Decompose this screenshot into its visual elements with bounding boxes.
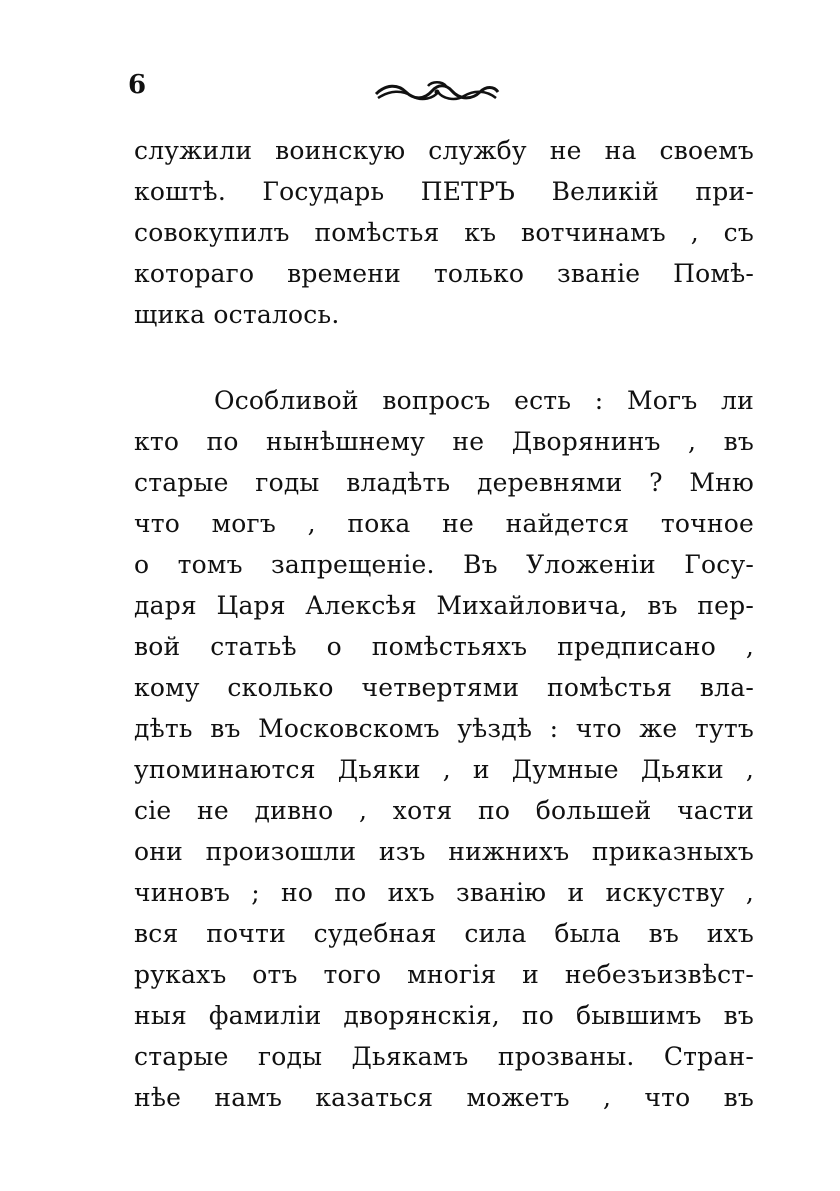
ornament-icon: [372, 78, 502, 104]
text-line: чиновъ ; но по ихъ званію и искуству ,: [134, 878, 754, 907]
text-line: вся почти судебная сила была въ ихъ: [134, 919, 754, 948]
paragraph-2: [134, 380, 754, 1118]
text-line: вой статьѣ о помѣстьяхъ предписано ,: [134, 632, 754, 661]
text-line: о томъ запрещеніе. Въ Уложеніи Госу-: [134, 550, 754, 579]
text-line: служили воинскую службу не на своемъ: [134, 136, 754, 165]
text-line: они произошли изъ нижнихъ приказныхъ: [134, 837, 754, 866]
text-line: кому сколько четвертями помѣстья вла-: [134, 673, 754, 702]
text-line: совокупилъ помѣстья къ вотчинамъ , съ: [134, 218, 754, 247]
text-line: рукахъ отъ того многія и небезъизвѣст-: [134, 960, 754, 989]
text-line: щика осталось.: [134, 300, 340, 329]
text-line: сіе не дивно , хотя по большей части: [134, 796, 754, 825]
text-line: нѣе намъ казаться можетъ , что въ: [134, 1083, 754, 1112]
text-line: коштѣ. Государь ПЕТРЪ Великій при-: [134, 177, 754, 206]
text-line: Особливой вопросъ есть : Могъ ли: [214, 386, 754, 415]
text-line: дѣть въ Московскомъ уѣздѣ : что же тутъ: [134, 714, 754, 743]
paragraph-1: [134, 130, 754, 335]
text-line: кто по нынѣшнему не Дворянинъ , въ: [134, 427, 754, 456]
text-line: котораго времени только званіе Помѣ-: [134, 259, 754, 288]
text-line: старые годы владѣть деревнями ? Мню: [134, 468, 754, 497]
text-line: упоминаются Дьяки , и Думные Дьяки ,: [134, 755, 754, 784]
page-number: 6: [128, 70, 147, 100]
text-line: ныя фамиліи дворянскія, по бывшимъ въ: [134, 1001, 754, 1030]
text-line: что могъ , пока не найдется точное: [134, 509, 754, 538]
text-line: даря Царя Алексѣя Михайловича, въ пер-: [134, 591, 754, 620]
text-line: старые годы Дьякамъ прозваны. Стран-: [134, 1042, 754, 1071]
